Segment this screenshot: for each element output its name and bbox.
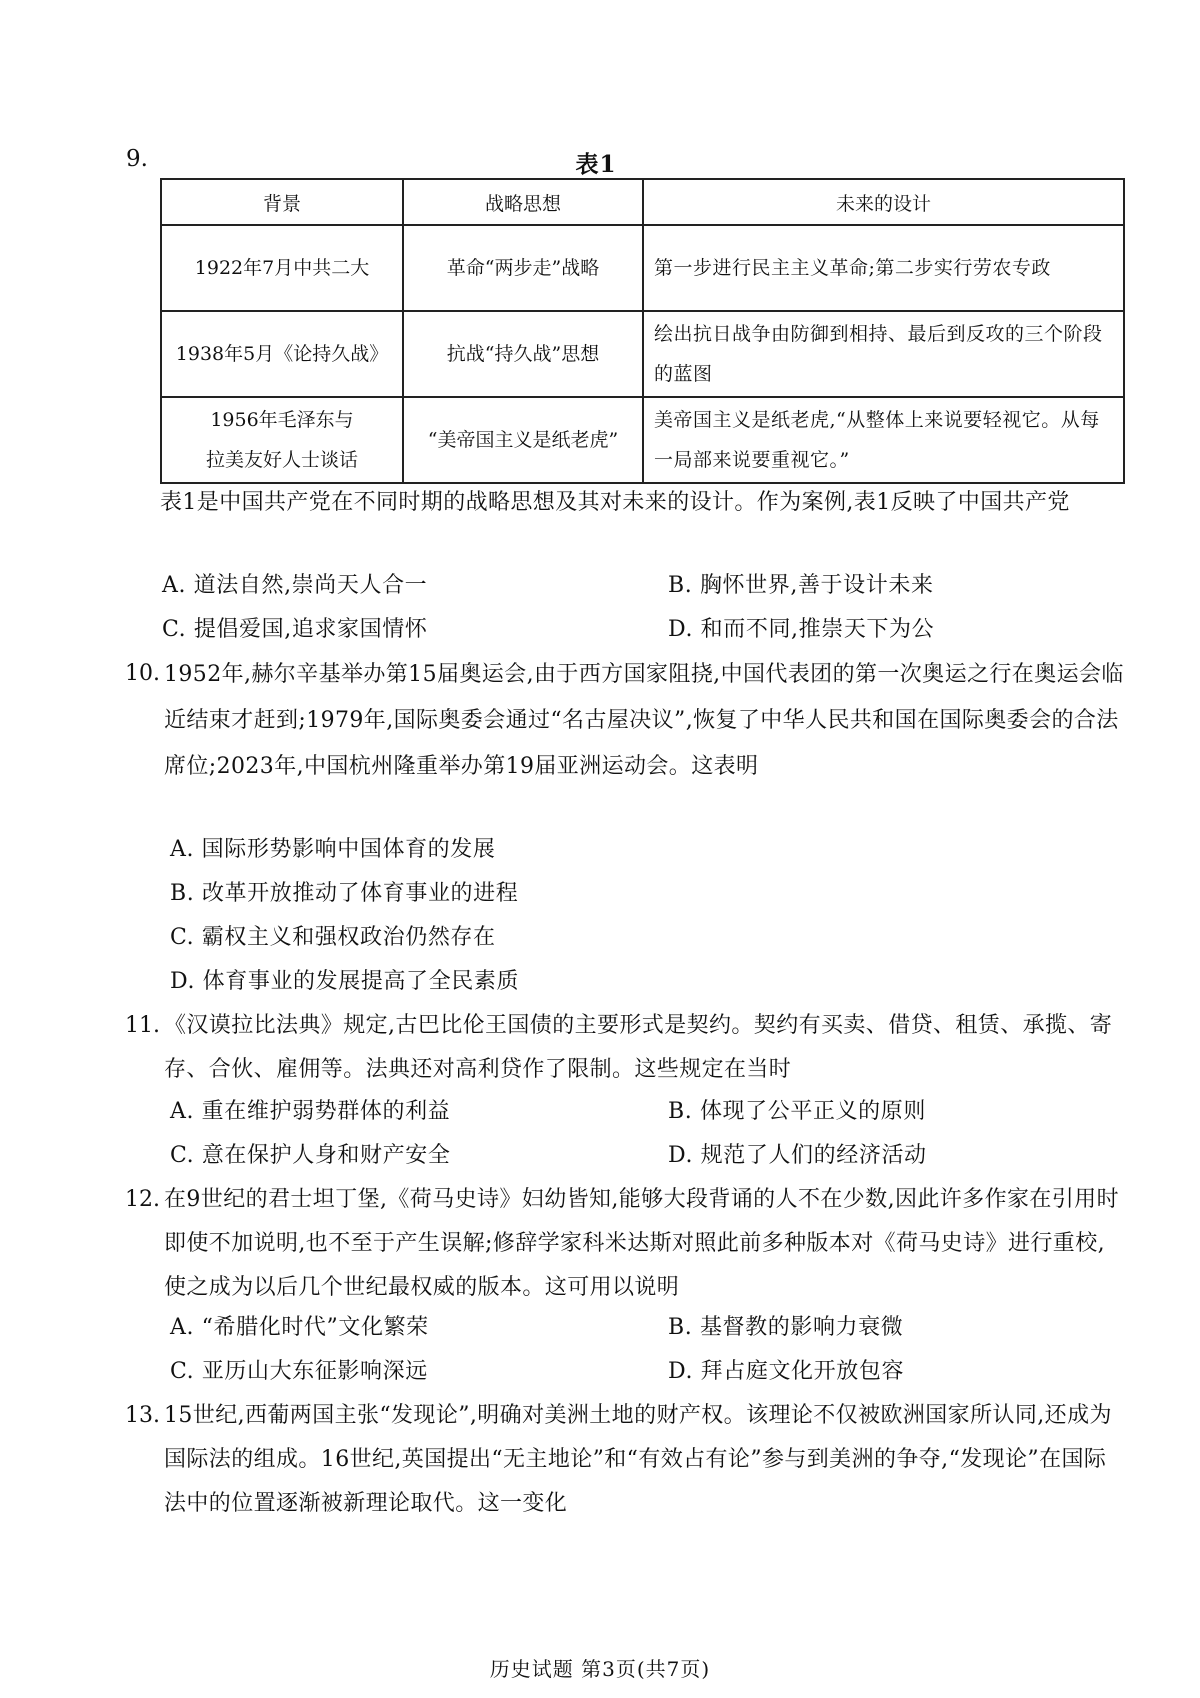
q12-option-c: C. 亚历山大东征影响深远 [170,1359,428,1384]
q9-option-b: B. 胸怀世界,善于设计未来 [668,573,934,598]
table-cell-strategy: “美帝国主义是纸老虎” [403,397,643,483]
q12-option-b: B. 基督教的影响力衰微 [668,1315,904,1340]
q10-option-b: B. 改革开放推动了体育事业的进程 [170,881,519,906]
table-header-cell: 未来的设计 [643,179,1124,225]
q10-stem: 1952年,赫尔辛基举办第15届奥运会,由于西方国家阻挠,中国代表团的第一次奥运之行在奥运会临近结束才赶到;1979年,国际奥委会通过“名古屋决议”,恢复了中华人民共和国在国际奥委会的合法席位;2023年,中国杭州隆重举办第19届亚洲运动会。这表明 [164,662,1124,779]
q10-number: 10. [125,661,160,686]
q11-option-c: C. 意在保护人身和财产安全 [170,1143,451,1168]
q9-stem: 表1是中国共产党在不同时期的战略思想及其对未来的设计。作为案例,表1反映了中国共产党 [160,490,1070,515]
q11-number: 11. [125,1013,160,1038]
q10-option-a: A. 国际形势影响中国体育的发展 [170,837,496,862]
q9-option-d: D. 和而不同,推崇天下为公 [668,617,935,642]
q9-number: 9. [126,146,148,172]
table-row [161,225,1124,311]
q10-option-d: D. 体育事业的发展提高了全民素质 [170,969,520,994]
q11-stem: 《汉谟拉比法典》规定,古巴比伦王国债的主要形式是契约。契约有买卖、借贷、租赁、承揽、寄存、合伙、雇佣等。法典还对高利贷作了限制。这些规定在当时 [164,1013,1113,1082]
q13-stem: 15世纪,西葡两国主张“发现论”,明确对美洲土地的财产权。该理论不仅被欧洲国家所认同,还成为国际法的组成。16世纪,英国提出“无主地论”和“有效占有论”参与到美洲的争夺,“发现论”在国际法中的位置逐渐被新理论取代。这一变化 [164,1403,1112,1516]
q11-option-d: D. 规范了人们的经济活动 [668,1143,927,1168]
table-1 [160,178,1125,484]
q11-option-a: A. 重在维护弱势群体的利益 [170,1099,451,1124]
q12-number: 12. [125,1187,160,1212]
q9-option-a: A. 道法自然,崇尚天人合一 [162,573,428,598]
table-header-row [161,179,1124,225]
table-cell-background: 1922年7月中共二大 [161,225,403,311]
table-header-cell: 背景 [161,179,403,225]
q9-option-c: C. 提倡爱国,追求家国情怀 [162,617,428,642]
q12-stem: 在9世纪的君士坦丁堡,《荷马史诗》妇幼皆知,能够大段背诵的人不在少数,因此许多作家在引用时即使不加说明,也不至于产生误解;修辞学家科米达斯对照此前多种版本对《荷马史诗》进行重校,使之成为以后几个世纪最权威的版本。这可用以说明 [164,1187,1119,1300]
table-row [161,397,1124,483]
table-cell-background: 1938年5月《论持久战》 [161,311,403,397]
table-cell-design: 美帝国主义是纸老虎,“从整体上来说要轻视它。从每一局部来说要重视它。” [643,397,1124,483]
q9-header [126,146,1026,180]
table-title: 表1 [575,151,617,178]
q13-number: 13. [125,1403,160,1428]
table-row [161,311,1124,397]
q11-option-b: B. 体现了公平正义的原则 [668,1099,926,1124]
q12-option-a: A. “希腊化时代”文化繁荣 [170,1315,429,1340]
table-cell-strategy: 革命“两步走”战略 [403,225,643,311]
table-header-cell: 战略思想 [403,179,643,225]
q12-option-d: D. 拜占庭文化开放包容 [668,1359,905,1384]
table-cell-strategy: 抗战“持久战”思想 [403,311,643,397]
table-cell-design: 绘出抗日战争由防御到相持、最后到反攻的三个阶段的蓝图 [643,311,1124,397]
table-cell-design: 第一步进行民主主义革命;第二步实行劳农专政 [643,225,1124,311]
page-footer: 历史试题 第3页(共7页) [489,1657,711,1681]
q10-option-c: C. 霸权主义和强权政治仍然存在 [170,925,496,950]
table-cell-background: 1956年毛泽东与拉美友好人士谈话 [161,397,403,483]
